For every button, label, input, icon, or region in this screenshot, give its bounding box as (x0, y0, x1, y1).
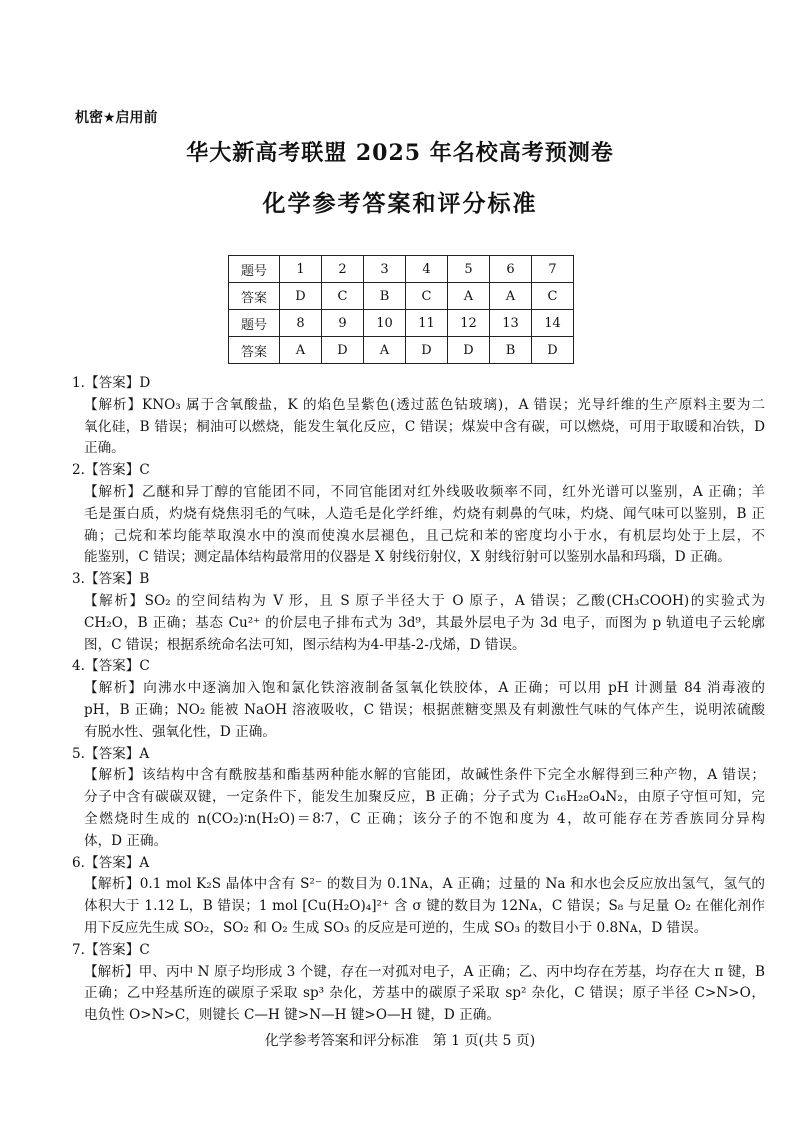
question-item (72, 460, 765, 569)
analysis-line: 【解析】KNO₃ 属于含氧酸盐，K 的焰色呈紫色(透过蓝色钴玻璃)，A 错误；光导纤维的生产原料主要为二 (84, 396, 765, 413)
analysis-line: 正确；乙中羟基所连的碳原子采取 sp³ 杂化，芳基中的碳原子采取 sp² 杂化，C 错误；原子半径 C>N>O， (84, 985, 765, 1002)
row-header-cell: 答案 (229, 337, 280, 364)
confidential-label: 机密★启用前 (75, 110, 158, 126)
document-title: 华大新高考联盟 2025 年名校高考预测卷 (186, 140, 614, 166)
table-cell: 8 (280, 310, 322, 337)
analysis-line: 分子中含有碳碳双键，一定条件下，能发生加聚反应，B 正确；分子式为 C₁₆H₂₈O₄N₂，由原子守恒可知，完 (84, 789, 765, 806)
table-cell: 13 (490, 310, 532, 337)
question-item (72, 853, 765, 940)
analysis-line: 氧化硅，B 错误；桐油可以燃烧，能发生氧化反应，C 错误；煤炭中含有碳，可以燃烧，可用于取暖和冶铁，D (84, 418, 765, 435)
analysis-line: 体，D 正确。 (84, 832, 168, 849)
table-cell: 7 (532, 256, 574, 283)
answer-explanations (72, 373, 765, 1027)
table-cell: D (448, 337, 490, 364)
answer-heading: 3.【答案】B (72, 571, 150, 588)
table-cell: D (406, 337, 448, 364)
analysis-line: pH，B 正确；NO₂ 能被 NaOH 溶液吸收，C 错误；根据蔗糖变黑及有刺激性气味的气体产生，说明浓硫酸 (84, 701, 765, 718)
table-cell: C (406, 283, 448, 310)
question-item (72, 940, 765, 1027)
analysis-block (72, 482, 765, 569)
table-cell: 11 (406, 310, 448, 337)
table-cell: 14 (532, 310, 574, 337)
table-row (229, 310, 574, 337)
question-item (72, 656, 765, 743)
table-cell: D (322, 337, 364, 364)
document-subtitle: 化学参考答案和评分标准 (262, 191, 538, 217)
row-header-cell: 题号 (229, 256, 280, 283)
analysis-line: 正确。 (84, 440, 125, 457)
analysis-line: 有脱水性、强氧化性，D 正确。 (84, 723, 276, 740)
analysis-line: 【解析】甲、丙中 N 原子均形成 3 个键，存在一对孤对电子，A 正确；乙、丙中均存在芳基，均存在大 π 键，B (84, 963, 765, 980)
answer-heading: 4.【答案】C (72, 658, 150, 675)
table-cell: 9 (322, 310, 364, 337)
answer-heading: 6.【答案】A (72, 854, 150, 871)
table-cell: 6 (490, 256, 532, 283)
analysis-line: 毛是蛋白质，灼烧有烧焦羽毛的气味，人造毛是化学纤维，灼烧有刺鼻的气味，灼烧、闻气味可以鉴别，B 正 (84, 505, 765, 522)
page-footer: 化学参考答案和评分标准 第 1 页(共 5 页) (264, 1033, 536, 1049)
analysis-line: 【解析】向沸水中逐滴加入饱和氯化铁溶液制备氢氧化铁胶体，A 正确；可以用 pH 计测量 84 消毒液的 (84, 680, 765, 697)
question-item (72, 569, 765, 656)
answer-heading: 2.【答案】C (72, 462, 150, 479)
row-header-cell: 题号 (229, 310, 280, 337)
analysis-block (72, 874, 765, 939)
question-item (72, 373, 765, 460)
table-row (229, 337, 574, 364)
analysis-line: 电负性 O>N>C，则键长 C—H 键>N—H 键>O—H 键，D 正确。 (84, 1007, 500, 1024)
table-cell: 5 (448, 256, 490, 283)
analysis-block (72, 765, 765, 852)
table-cell: 12 (448, 310, 490, 337)
table-cell: 2 (322, 256, 364, 283)
question-item (72, 744, 765, 853)
table-cell: A (448, 283, 490, 310)
analysis-line: 体积大于 1.12 L，B 错误；1 mol [Cu(H₂O)₄]²⁺ 含 σ 键的数目为 12Nᴀ，C 错误；S₈ 与足量 O₂ 在催化剂作 (84, 898, 765, 915)
analysis-block (72, 591, 765, 656)
analysis-line: 用下反应先生成 SO₂，SO₂ 和 O₂ 生成 SO₃ 的反应是可逆的，生成 SO₃ 的数目小于 0.8Nᴀ，D 错误。 (84, 919, 708, 936)
analysis-block (72, 395, 765, 460)
answer-heading: 1.【答案】D (72, 375, 151, 391)
table-cell: B (364, 283, 406, 310)
analysis-line: 能鉴别，C 错误；测定晶体结构最常用的仪器是 X 射线衍射仪，X 射线衍射可以鉴别水晶和玛瑙，D 正确。 (84, 549, 731, 566)
table-cell: B (490, 337, 532, 364)
analysis-line: 【解析】SO₂ 的空间结构为 V 形，且 S 原子半径大于 O 原子，A 错误；乙酸(CH₃COOH)的实验式为 (84, 592, 765, 609)
table-cell: D (280, 283, 322, 310)
table-cell: 3 (364, 256, 406, 283)
analysis-line: 图，C 错误；根据系统命名法可知，图示结构为4-甲基-2-戊烯，D 错误。 (84, 636, 526, 653)
table-cell: 1 (280, 256, 322, 283)
analysis-line: 【解析】乙醚和异丁醇的官能团不同，不同官能团对红外线吸收频率不同，红外光谱可以鉴别，A 正确；羊 (84, 483, 765, 500)
table-cell: A (490, 283, 532, 310)
analysis-line: 确；己烷和苯均能萃取溴水中的溴而使溴水层褪色，且己烷和苯的密度均小于水，有机层均处于上层，不 (84, 527, 765, 544)
table-cell: D (532, 337, 574, 364)
analysis-line: 【解析】该结构中含有酰胺基和酯基两种能水解的官能团，故碱性条件下完全水解得到三种产物，A 错误； (84, 767, 765, 784)
table-cell: A (280, 337, 322, 364)
answer-heading: 7.【答案】C (72, 941, 150, 958)
row-header-cell: 答案 (229, 283, 280, 310)
table-cell: A (364, 337, 406, 364)
table-cell: 4 (406, 256, 448, 283)
analysis-line: 全燃烧时生成的 n(CO₂)∶n(H₂O)＝8∶7，C 正确；该分子的不饱和度为 4，故可能存在芳香族同分异构 (84, 810, 765, 827)
table-cell: C (322, 283, 364, 310)
analysis-line: CH₂O，B 正确；基态 Cu²⁺ 的价层电子排布式为 3d⁹，其最外层电子为 3d 电子，而图为 p 轨道电子云轮廓 (84, 614, 765, 631)
answer-table (228, 255, 574, 364)
table-row (229, 256, 574, 283)
table-cell: 10 (364, 310, 406, 337)
table-row (229, 283, 574, 310)
analysis-block (72, 962, 765, 1027)
answer-heading: 5.【答案】A (72, 745, 150, 762)
analysis-block (72, 678, 765, 743)
analysis-line: 【解析】0.1 mol K₂S 晶体中含有 S²⁻ 的数目为 0.1Nᴀ，A 正确；过量的 Na 和水也会反应放出氢气，氢气的 (84, 876, 765, 893)
table-cell: C (532, 283, 574, 310)
